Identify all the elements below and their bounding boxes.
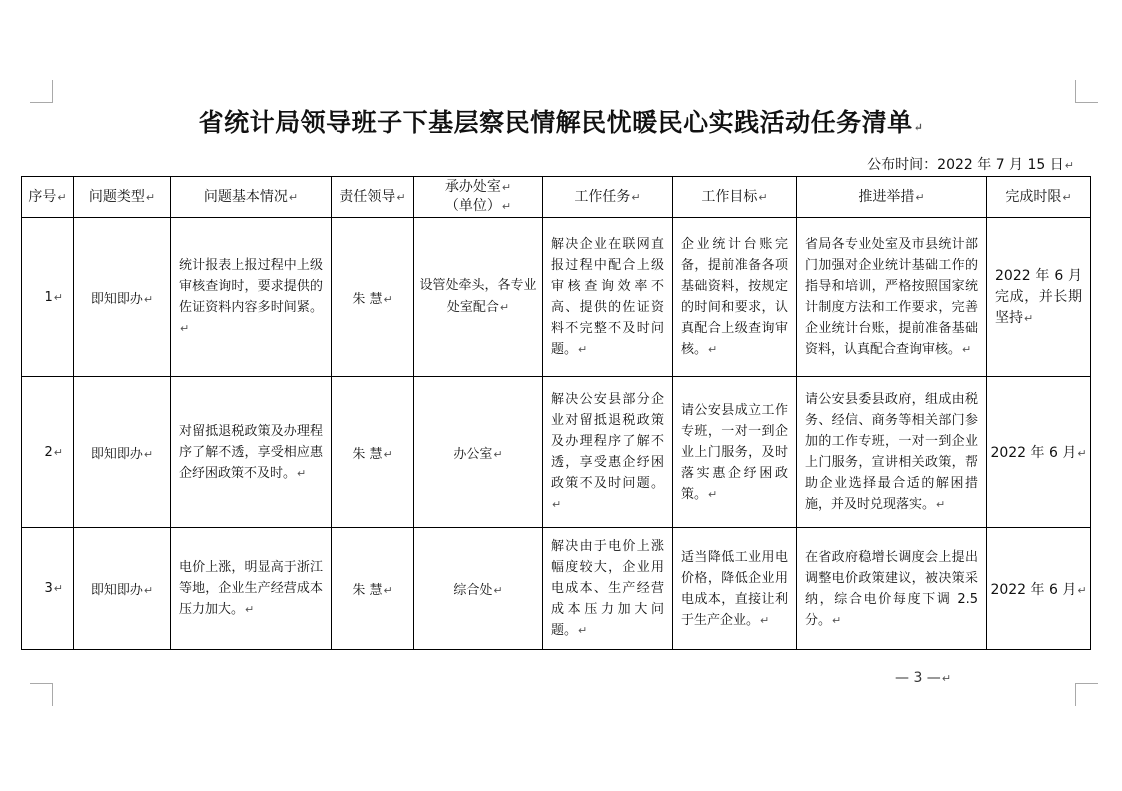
row-deadline: 2022 年 6 月完成，并长期坚持↵	[987, 218, 1091, 377]
header-seq: 序号↵	[22, 177, 74, 218]
table-row	[22, 377, 1091, 528]
crop-mark-top-right	[1075, 80, 1098, 103]
header-leader: 责任领导↵	[332, 177, 414, 218]
row-task: 解决公安县部分企业对留抵退税政策及办理程序了解不透，享受惠企纾困政策不及时问题。↵	[543, 377, 673, 528]
row-dept: 办公室↵	[414, 377, 543, 528]
row-dept: 综合处↵	[414, 528, 543, 650]
header-task: 工作任务↵	[543, 177, 673, 218]
row-measures: 请公安县委县政府，组成由税务、经信、商务等相关部门参加的工作专班，一对一到企业上门服务，宣讲相关政策，帮助企业选择最合适的解困措施，并及时兑现落实。↵	[797, 377, 987, 528]
header-measures: 推进举措↵	[797, 177, 987, 218]
row-seq: 1↵	[22, 218, 74, 377]
header-goal: 工作目标↵	[673, 177, 797, 218]
row-type: 即知即办↵	[74, 528, 171, 650]
page-number: — 3 —↵	[895, 670, 952, 686]
row-situation: 电价上涨，明显高于浙江等地，企业生产经营成本压力加大。↵	[171, 528, 332, 650]
row-goal: 适当降低工业用电价格，降低企业用电成本，直接让利于生产企业。↵	[673, 528, 797, 650]
table-row	[22, 528, 1091, 650]
row-leader: 朱 慧↵	[332, 528, 414, 650]
row-type: 即知即办↵	[74, 218, 171, 377]
row-task: 解决企业在联网直报过程中配合上级审核查询效率不高、提供的佐证资料不完整不及时问题。↵	[543, 218, 673, 377]
row-deadline: 2022 年 6 月↵	[987, 528, 1091, 650]
row-measures: 省局各专业处室及市县统计部门加强对企业统计基础工作的指导和培训，严格按照国家统计制度方法和工作要求，完善企业统计台账，提前准备基础资料，认真配合查询审核。↵	[797, 218, 987, 377]
table-header-row	[22, 177, 1091, 218]
row-seq: 2↵	[22, 377, 74, 528]
row-situation: 对留抵退税政策及办理程序了解不透，享受相应惠企纾困政策不及时。↵	[171, 377, 332, 528]
header-type: 问题类型↵	[74, 177, 171, 218]
publish-date: 公布时间：2022 年 7 月 15 日↵	[867, 157, 1074, 173]
table-row	[22, 218, 1091, 377]
row-deadline: 2022 年 6 月↵	[987, 377, 1091, 528]
header-situation: 问题基本情况↵	[171, 177, 332, 218]
row-dept: 设管处牵头，各专业处室配合↵	[414, 218, 543, 377]
row-goal: 企业统计台账完备，提前准备各项基础资料，按规定的时间和要求，认真配合上级查询审核。↵	[673, 218, 797, 377]
row-measures: 在省政府稳增长调度会上提出调整电价政策建议，被决策采纳，综合电价每度下调 2.5 分。↵	[797, 528, 987, 650]
row-type: 即知即办↵	[74, 377, 171, 528]
crop-mark-bottom-right	[1075, 683, 1098, 706]
row-situation: 统计报表上报过程中上级审核查询时，要求提供的佐证资料内容多时间紧。↵	[171, 218, 332, 377]
task-table	[21, 176, 1091, 650]
row-leader: 朱 慧↵	[332, 218, 414, 377]
row-task: 解决由于电价上涨幅度较大，企业用电成本、生产经营成本压力加大问题。↵	[543, 528, 673, 650]
document-title: 省统计局领导班子下基层察民情解民忧暖民心实践活动任务清单↵	[198, 108, 924, 137]
header-dept: 承办处室↵ （单位）↵	[414, 177, 543, 218]
row-goal: 请公安县成立工作专班，一对一到企业上门服务，及时落实惠企纾困政策。↵	[673, 377, 797, 528]
crop-mark-bottom-left	[30, 683, 53, 706]
header-deadline: 完成时限↵	[987, 177, 1091, 218]
crop-mark-top-left	[30, 80, 53, 103]
row-leader: 朱 慧↵	[332, 377, 414, 528]
row-seq: 3↵	[22, 528, 74, 650]
